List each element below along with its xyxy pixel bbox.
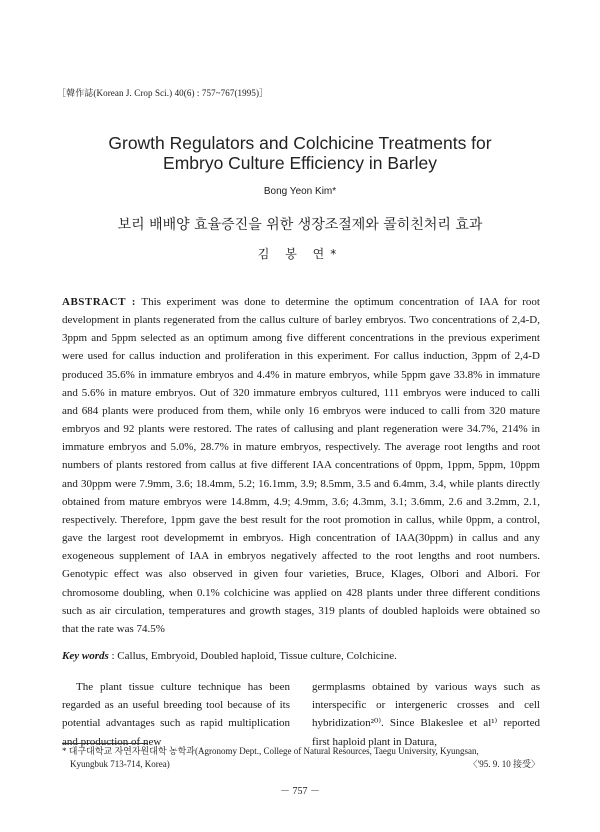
author-name: Bong Yeon Kim* xyxy=(263,186,337,197)
body-left-paragraph: The plant tissue culture technique has been regarded as an useful breeding tool because of its potential advantages such as rapid multiplication and production of new xyxy=(62,681,290,748)
footnote xyxy=(62,745,540,771)
paper-title-line-2: Embryo Culture Efficiency in Barley xyxy=(163,153,437,173)
footnote-line-1: * 대구대학교 자연자원대학 농학과(Agronomy Dept., College of Natural Resources, Taegu University, Kyungsan, xyxy=(62,746,479,756)
abstract-label: ABSTRACT : xyxy=(62,296,136,308)
keywords-text: : Callus, Embryoid, Doubled haploid, Tissue culture, Colchicine. xyxy=(108,650,397,662)
page-number: － 757 － xyxy=(280,786,320,797)
journal-reference: ［韓作誌(Korean J. Crop Sci.) 40(6) : 757~767(1995)］ xyxy=(57,88,269,98)
paper-title-line-1: Growth Regulators and Colchicine Treatments for xyxy=(108,133,492,153)
body-right-paragraph: germplasms obtained by various ways such as interspecific or intergeneric crosses and cell hybridization²⁰⁾. Since Blakeslee et al¹⁾ reported first haploid plant in Datura, xyxy=(312,681,540,748)
keywords-label: Key words xyxy=(62,650,109,662)
korean-author: 김 봉 연* xyxy=(257,247,343,261)
korean-title: 보리 배배양 효율증진을 위한 생장조절제와 콜히친처리 효과 xyxy=(117,217,483,233)
footnote-line-2: Kyungbuk 713-714, Korea) xyxy=(70,759,170,769)
abstract-text: This experiment was done to determine the optimum concentration of IAA for root development in plants regenerated from the callus culture of barley embryos. Two concentrations of 2,4-D, 3ppm and 5ppm selected as an optimum among five different concentrations in the previous experiment were used for callus induction and proliferation in this experiment. For callus induction, 3ppm of 2,4-D produced 35.6% in immature embryos and 4.4% in mature embryos, while 5ppm gave 33.8% in immature and 5.6% in mature embryos. Out of 320 immature embryos cultured, 111 embryos were induced to calli and 684 plants were produced from them, while only 16 embryos were induced to calli from 320 mature embryos and 92 plants were restored. The rates of callusing and plant regeneration were 34.7%, 214% in immature embryos and 5.0%, 28.7% in mature embryos, respectively. The average root lengths and root numbers of plants restored from callus at five different IAA concentrations of 0ppm, 1ppm, 5ppm, 10ppm and 30ppm were 7.9mm, 3.6; 18.4mm, 5.2; 16.1mm, 3.9; 8.5mm, 3.5 and 6.4mm, 3.4, while plants directly obtained from mature embryos were 14.8mm, 4.9; 4.9mm, 3.6; 4.3mm, 3.1; 3.6mm, 2.6 and 3.2mm, 2.1, respectively. Therefore, 1ppm gave the best result for the root promotion in callus, while 0ppm, a control, gave the largest root developmemt in embryos. High concentration of IAA(30ppm) in callus and any exogeneous supplement of IAA in embryos negatively affected to the root lengths and root numbers. Genotypic effect was also observed in given four varieties, Bruce, Klages, Olbori and Albori. For chromosome doubling, when 0.1% colchicine was applied on 428 plants under three different conditions such as air circulation, temperatures and growth stages, 319 plants of doubled haploids were obtained so that the rate was 74.5% xyxy=(62,296,540,635)
keywords xyxy=(62,650,397,662)
abstract xyxy=(62,293,540,638)
body-column-left xyxy=(62,678,290,751)
body-column-right xyxy=(312,678,540,751)
received-date: 〈'95. 9. 10 接受〉 xyxy=(468,759,540,769)
footnote-divider xyxy=(62,743,148,744)
